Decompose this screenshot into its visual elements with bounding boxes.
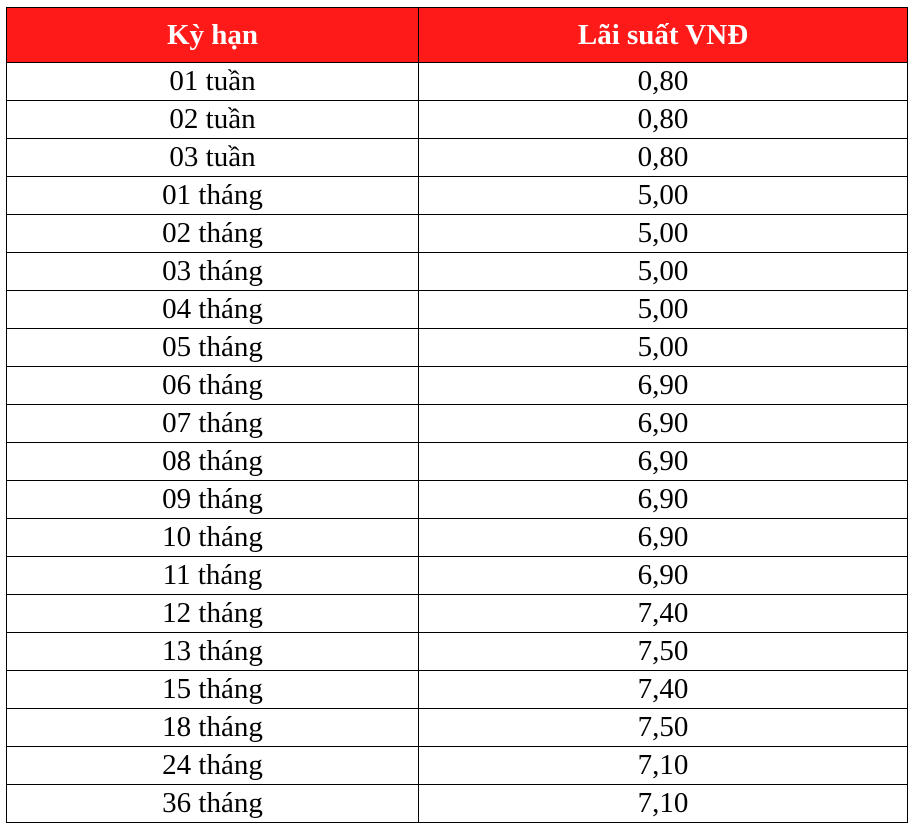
- table-row: [7, 253, 908, 291]
- table-row: [7, 63, 908, 101]
- table-row: [7, 177, 908, 215]
- term-cell: 10 tháng: [7, 519, 419, 557]
- term-cell: 02 tháng: [7, 215, 419, 253]
- column-header-rate: Lãi suất VNĐ: [419, 8, 908, 63]
- term-cell: 11 tháng: [7, 557, 419, 595]
- table-row: [7, 595, 908, 633]
- rate-cell: 5,00: [419, 291, 908, 329]
- term-cell: 03 tháng: [7, 253, 419, 291]
- term-cell: 36 tháng: [7, 785, 419, 823]
- table-row: [7, 329, 908, 367]
- table-row: [7, 443, 908, 481]
- table-row: [7, 405, 908, 443]
- term-cell: 18 tháng: [7, 709, 419, 747]
- term-cell: 01 tháng: [7, 177, 419, 215]
- rate-cell: 0,80: [419, 63, 908, 101]
- rate-cell: 6,90: [419, 557, 908, 595]
- table-row: [7, 633, 908, 671]
- rate-cell: 7,50: [419, 709, 908, 747]
- table-header-row: [7, 8, 908, 63]
- term-cell: 08 tháng: [7, 443, 419, 481]
- rate-cell: 6,90: [419, 405, 908, 443]
- rate-cell: 7,40: [419, 671, 908, 709]
- table-body: [7, 63, 908, 823]
- rate-cell: 7,40: [419, 595, 908, 633]
- term-cell: 09 tháng: [7, 481, 419, 519]
- term-cell: 12 tháng: [7, 595, 419, 633]
- table-row: [7, 709, 908, 747]
- term-cell: 13 tháng: [7, 633, 419, 671]
- rate-cell: 7,10: [419, 747, 908, 785]
- table-row: [7, 671, 908, 709]
- table-row: [7, 747, 908, 785]
- table-row: [7, 367, 908, 405]
- rate-cell: 5,00: [419, 177, 908, 215]
- term-cell: 06 tháng: [7, 367, 419, 405]
- term-cell: 01 tuần: [7, 63, 419, 101]
- table-row: [7, 215, 908, 253]
- table-row: [7, 291, 908, 329]
- rate-cell: 6,90: [419, 481, 908, 519]
- term-cell: 03 tuần: [7, 139, 419, 177]
- column-header-term: Kỳ hạn: [7, 8, 419, 63]
- table-row: [7, 139, 908, 177]
- rate-cell: 0,80: [419, 101, 908, 139]
- rate-cell: 7,10: [419, 785, 908, 823]
- interest-rate-table: [6, 7, 908, 823]
- term-cell: 24 tháng: [7, 747, 419, 785]
- table-row: [7, 481, 908, 519]
- rate-cell: 6,90: [419, 443, 908, 481]
- rate-cell: 5,00: [419, 215, 908, 253]
- rate-cell: 5,00: [419, 253, 908, 291]
- table-row: [7, 557, 908, 595]
- table-row: [7, 519, 908, 557]
- rate-cell: 0,80: [419, 139, 908, 177]
- term-cell: 07 tháng: [7, 405, 419, 443]
- term-cell: 05 tháng: [7, 329, 419, 367]
- rate-cell: 5,00: [419, 329, 908, 367]
- term-cell: 15 tháng: [7, 671, 419, 709]
- table-row: [7, 785, 908, 823]
- rate-cell: 6,90: [419, 519, 908, 557]
- rate-cell: 6,90: [419, 367, 908, 405]
- table-row: [7, 101, 908, 139]
- term-cell: 04 tháng: [7, 291, 419, 329]
- rate-cell: 7,50: [419, 633, 908, 671]
- term-cell: 02 tuần: [7, 101, 419, 139]
